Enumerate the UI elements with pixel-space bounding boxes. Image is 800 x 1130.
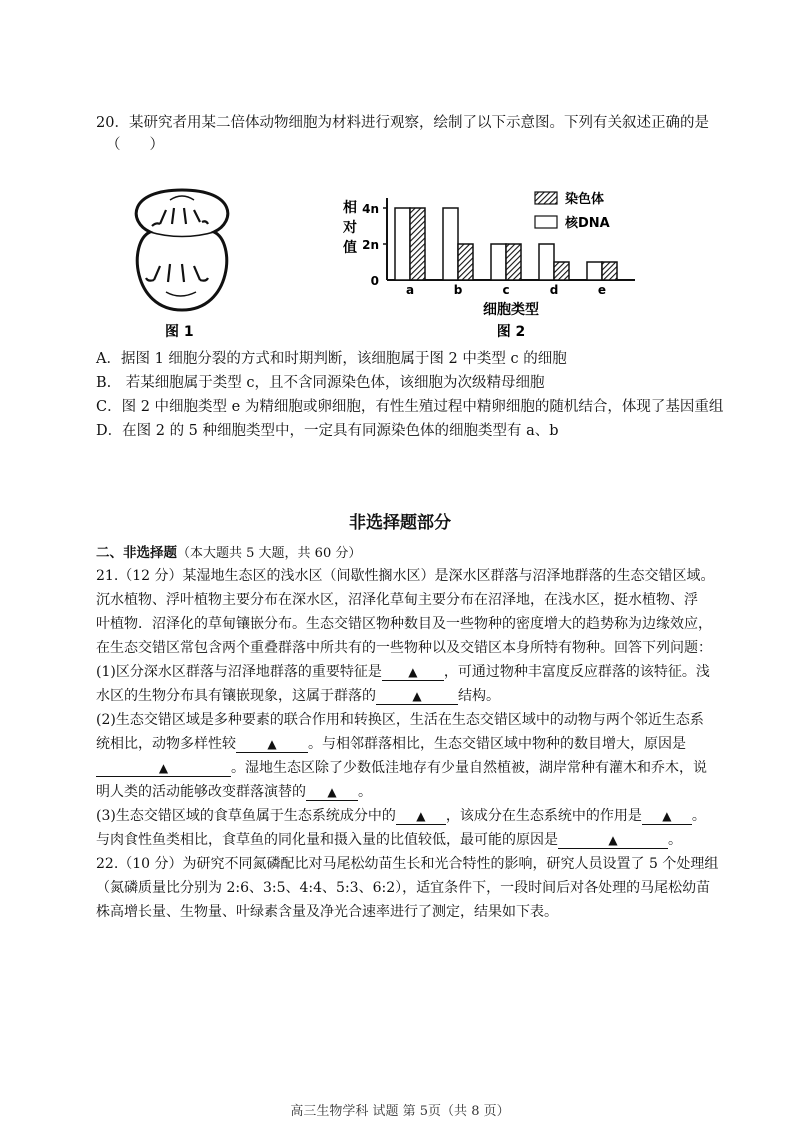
q21-part-3-line-1: (3)生态交错区域的食草鱼属于生态系统成分中的 ▲ ，该成分在生态系统中的作用是 ▲ 。 [96,808,706,824]
bar-dna-e [587,262,602,280]
section-2-note: （本大题共 5 大题，共 60 分） [177,546,362,561]
q20-option-b: B. 若某细胞属于类型 c，且不含同源染色体，该细胞为次级精母细胞 [96,375,545,391]
bar-chromosome-c [506,244,521,280]
y-axis-label: 值 [343,240,357,256]
legend-swatch-chromosome [535,192,557,204]
upper-chromosomes [152,196,208,226]
legend-label-dna: 核DNA [565,216,610,231]
q21-part-3-line-2: 与肉食性鱼类相比，食草鱼的同化量和摄入量的比值较低，最可能的原因是 ▲ 。 [96,832,682,848]
q22-line-2: （氮磷质量比分别为 2:6、3:5、4:4、5:3、6:2），适宜条件下，一段时间后对各处理的马尾松幼苗 [96,880,711,896]
q20-option-c: C．图 2 中细胞类型 e 为精细胞或卵细胞，有性生殖过程中精卵细胞的随机结合，体现了基因重组 [96,399,724,415]
q21-part-2-line-4: 明人类的活动能够改变群落演替的 ▲ 。 [96,784,372,800]
q20-option-a: A．据图 1 细胞分裂的方式和时期判断，该细胞属于图 2 中类型 c 的细胞 [96,351,567,367]
y-tick-label: 4n [362,202,379,216]
q21-part-1-line-2: 水区的生物分布具有镶嵌现象，这属于群落的 ▲ 结构。 [96,688,500,704]
q21-line-1: 21.（12 分）某湿地生态区的浅水区（间歇性搁水区）是深水区群落与沼泽地群落的生态交错区域。 [96,568,715,584]
cleavage-furrow [150,232,214,237]
q20-stem: 20．某研究者用某二倍体动物细胞为材料进行观察，绘制了以下示意图。下列有关叙述正确的是 [96,115,709,131]
legend-label-chromosome: 染色体 [565,192,605,207]
answer-blank[interactable]: ▲ [382,664,444,681]
x-axis-label: 细胞类型 [483,302,539,318]
figure-1-cell-diagram [110,180,260,350]
bar-dna-a [395,208,410,280]
answer-blank[interactable]: ▲ [376,688,458,705]
bar-dna-d [539,244,554,280]
section-2-title-line [96,543,361,564]
q20-figures [110,180,670,350]
answer-blank[interactable]: ▲ [396,808,446,825]
q21-part-1-line-1: (1)区分深水区群落与沼泽地群落的重要特征是 ▲ ，可通过物种丰富度反应群落的该特征。浅 [96,664,710,680]
y-tick-label: 0 [370,274,379,288]
cell-outline [136,190,228,310]
legend-swatch-dna [535,216,557,228]
bar-chromosome-d [554,262,569,280]
bar-chromosome-a [410,208,425,280]
y-tick-label: 2n [362,238,379,252]
section-heading: 非选择题部分 [349,513,451,533]
category-label-b: b [453,283,463,297]
answer-blank[interactable]: ▲ [642,808,692,825]
category-label-c: c [502,283,510,297]
q21-part-2-line-2: 统相比，动物多样性较 ▲ 。与相邻群落相比，生态交错区域中物种的数目增大，原因是 [96,736,686,752]
bar-chromosome-e [602,262,617,280]
q20-option-d: D．在图 2 的 5 种细胞类型中，一定具有同源染色体的细胞类型有 a、b [96,423,559,439]
q21-part-2-line-1: (2)生态交错区域是多种要素的联合作用和转换区，生活在生态交错区域中的动物与两个邻近生态系 [96,712,704,728]
figure-2-bar-chart [335,180,755,350]
page-footer: 高三生物学科 试题 第 5页（共 8 页） [290,1104,510,1119]
q21-part-2-line-3: ▲ 。湿地生态区除了少数低洼地存有少量自然植被，湖岸常种有灌木和乔木，说 [96,756,707,780]
category-label-a: a [405,283,415,297]
bar-dna-c [491,244,506,280]
category-label-d: d [549,283,559,297]
q21-line-3: 叶植物．沼泽化的草甸镶嵌分布。生态交错区物种数目及一些物种的密度增大的趋势称为边缘效应， [96,616,712,632]
y-axis-label: 对 [343,220,357,236]
bar-chromosome-b [458,244,473,280]
q21-line-2: 沉水植物、浮叶植物主要分布在深水区，沼泽化草甸主要分布在沼泽地，在浅水区，挺水植物、浮 [96,592,698,608]
figure-1-label: 图 1 [165,324,194,340]
category-label-e: e [597,283,607,297]
section-2-title: 二、非选择题 [96,545,177,561]
q20-answer-paren: （ ） [106,137,164,153]
q21-line-4: 在生态交错区常包含两个重叠群落中所共有的一些物种以及交错区本身所特有物种。回答下列问题： [96,640,712,656]
answer-blank[interactable]: ▲ [236,736,308,753]
bar-dna-b [443,208,458,280]
figure-2-label: 图 2 [496,324,526,340]
answer-blank[interactable]: ▲ [96,760,231,777]
answer-blank[interactable]: ▲ [558,832,668,849]
q22-line-1: 22.（10 分）为研究不同氮磷配比对马尾松幼苗生长和光合特性的影响，研究人员设置了 5 个处理组 [96,856,719,872]
q22-line-3: 株高增长量、生物量、叶绿素含量及净光合速率进行了测定，结果如下表。 [96,904,558,920]
answer-blank[interactable]: ▲ [306,784,358,801]
lower-chromosomes [146,264,208,296]
y-axis-label: 相 [343,200,357,216]
